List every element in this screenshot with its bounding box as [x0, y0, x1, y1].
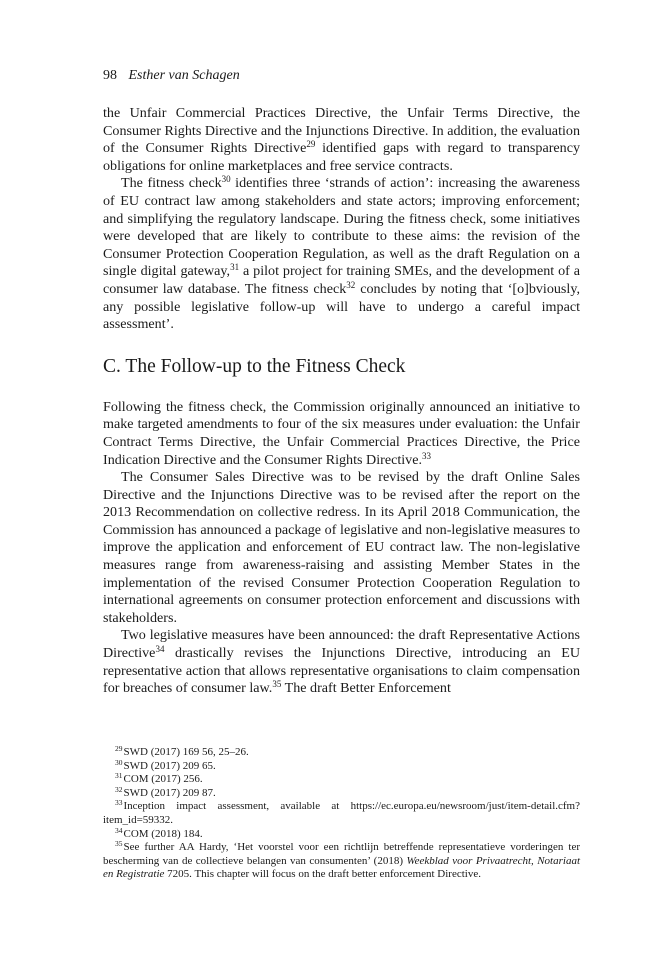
footnote-number: 30: [115, 757, 123, 767]
footnote-number: 34: [115, 825, 123, 835]
main-text: [103, 105, 580, 698]
footnote-ref-30[interactable]: 30: [221, 174, 231, 185]
text-run: Following the fitness check, the Commission originally announced an initiative to make targeted amendments to four of the six measures under evaluation: the Unfair Contract Terms Directive, the Unfair Commercial Practices Directive, the Price Indication Directive and the Consumer Rights Directive.: [103, 398, 580, 468]
footnote-34: [103, 825, 580, 842]
footnote-ref-33[interactable]: 33: [421, 450, 431, 461]
text-run: The fitness check: [121, 175, 222, 192]
footnote-ref-32[interactable]: 32: [346, 279, 356, 290]
footnote-number: 31: [115, 771, 123, 781]
footnote-text: COM (2018) 184.: [123, 827, 203, 840]
footnote-text: SWD (2017) 169 56, 25–26.: [123, 746, 249, 758]
footnote-30: [103, 757, 580, 774]
text-run: drastically revises the Injunctions Directive, introducing an EU representative action that allows representative organisations to claim compensation for breaches of consumer law.: [103, 645, 580, 697]
footnote-number: 35: [115, 839, 123, 849]
footnote-number: 33: [115, 798, 123, 808]
text-run: The draft Better Enforcement: [281, 680, 451, 697]
footnote-ref-35[interactable]: 35: [272, 679, 282, 690]
footnote-text: SWD (2017) 209 87.: [123, 786, 216, 799]
paragraph-2: [103, 175, 580, 333]
text-run: identifies three ‘strands of action’: increasing the awareness of EU contract law among stakeholders and state actors; improving enforcement; and simplifying the regulatory landscape. During the fitness check, some initiatives were developed that are likely to contribute to these aims: the revision of the Consumer Protection Cooperation Regulation, as well as the draft Regulation on a single digital gateway,: [103, 175, 580, 280]
running-header-author: Esther van Schagen: [128, 68, 240, 83]
paragraph-4: [103, 469, 580, 627]
footnote-text: Inception impact assessment, available at https://ec.europa.eu/newsroom/just/item-detail.cfm?item_id=59332.: [103, 800, 580, 826]
footnote-text: 7205. This chapter will focus on the draft better enforcement Directive.: [164, 868, 481, 881]
footnotes: [103, 746, 580, 882]
paragraph-5: [103, 627, 580, 697]
text-run: Two legislative measures have been announced: the draft Representative Actions Directive: [103, 627, 580, 662]
footnote-ref-34[interactable]: 34: [155, 644, 165, 655]
footnote-33: [103, 800, 580, 827]
paragraph-3: [103, 399, 580, 469]
text-run: The Consumer Sales Directive was to be revised by the draft Online Sales Directive and the Injunctions Directive was to be revised after the report on the 2013 Recommendation on collective redress. In its April 2018 Communication, the Commission has announced a package of legislative and non-legislative measures to improve the application and enforcement of EU contract law. The non-legislative measures range from awareness-raising and assisting Member States in the implementation of the revised Consumer Protection Cooperation Regulation to international agreements on consumer protection enforcement and discussions with stakeholders.: [103, 469, 580, 626]
text-run: identified gaps with regard to transparency obligations for online marketplaces and free service contracts.: [103, 140, 580, 174]
footnote-32: [103, 784, 580, 801]
footnote-35: [103, 841, 580, 882]
footnote-ref-29[interactable]: 29: [306, 139, 316, 150]
footnote-number: 29: [115, 744, 123, 753]
footnote-number: 32: [115, 784, 123, 794]
text-run: concludes by noting that ‘[o]bviously, any possible legislative follow-up will have to undergo a careful impact assessment’.: [103, 280, 580, 333]
footnote-source-title: Weekblad voor Privaatrecht, Notariaat en Registratie: [103, 854, 581, 881]
section-heading: C. The Follow-up to the Fitness Check: [103, 355, 406, 377]
paragraph-1: [103, 105, 580, 175]
footnote-text: See further AA Hardy, ‘Het voorstel voor een richtlijn betreffende representatieve vorderingen ter bescherming van de collectieve belangen van consumenten’ (2018): [103, 841, 580, 867]
footnote-29: [103, 746, 580, 760]
running-header: [103, 66, 240, 86]
footnote-ref-31[interactable]: 31: [230, 262, 240, 273]
text-run: the Unfair Commercial Practices Directive, the Unfair Terms Directive, the Consumer Rights Directive and the Injunctions Directive. In addition, the evaluation of the Consumer Rights Directive: [103, 105, 580, 157]
footnote-31: [103, 773, 580, 787]
footnote-text: SWD (2017) 209 65.: [123, 759, 216, 772]
page-number: 98: [103, 68, 117, 83]
text-run: a pilot project for training SMEs, and the development of a consumer law database. The fitness check: [103, 263, 580, 297]
footnote-text: COM (2017) 256.: [123, 773, 203, 786]
